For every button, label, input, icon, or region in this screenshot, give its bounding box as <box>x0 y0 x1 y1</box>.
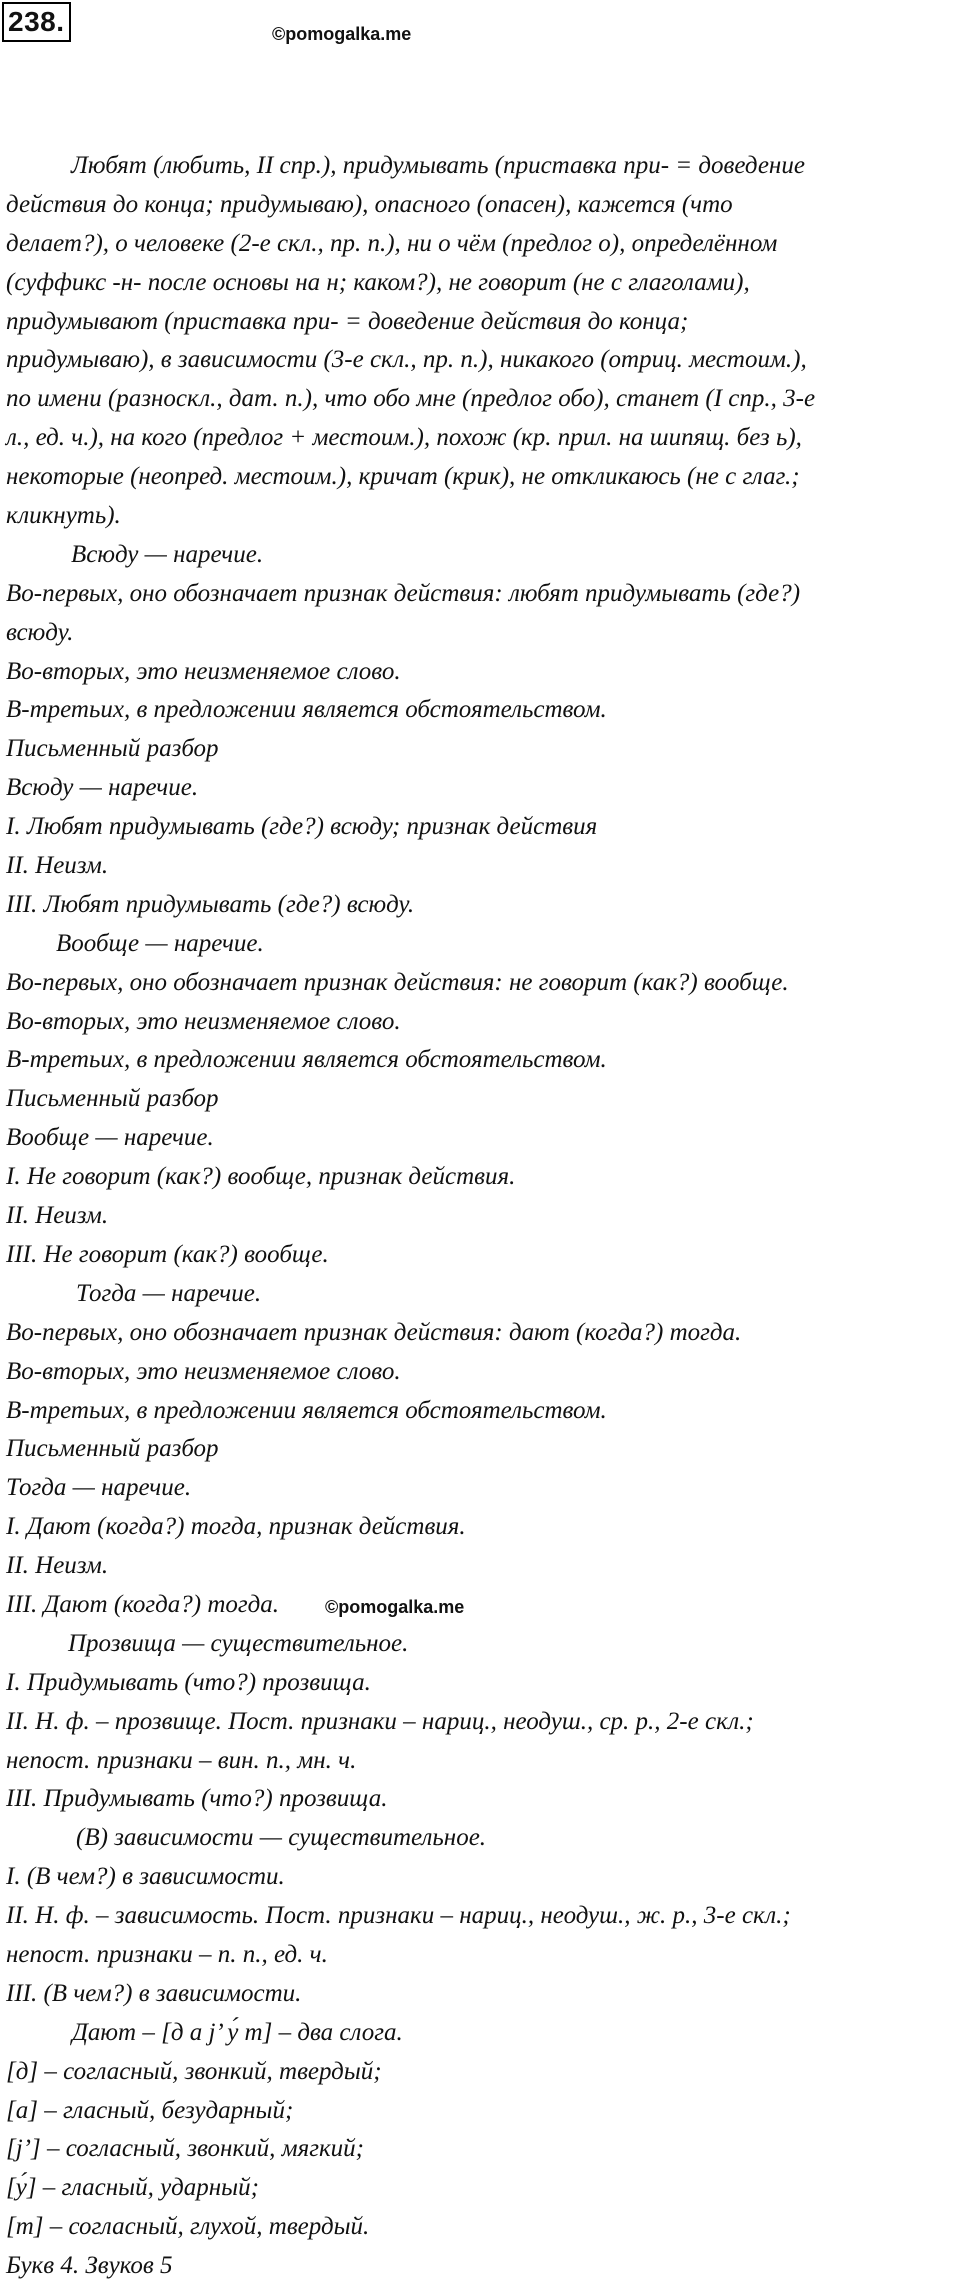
text-line: непост. признаки – п. п., ед. ч. <box>6 1940 328 1968</box>
text-line: всюду. <box>6 618 74 646</box>
text-line: Письменный разбор <box>6 1435 219 1463</box>
text-line: В-третьих, в предложении является обстоятельством. <box>6 696 607 724</box>
text-line: Тогда — наречие. <box>6 1474 192 1502</box>
text-line: Во-первых, оно обозначает признак действия: дают (когда?) тогда. <box>6 1318 742 1346</box>
text-line: Во-вторых, это неизменяемое слово. <box>6 1357 401 1385</box>
text-line: I. Любят придумывать (где?) всюду; признак действия <box>6 813 598 841</box>
text-line: [д] – согласный, звонкий, твердый; <box>6 2057 382 2085</box>
text-line: (В) зависимости — существительное. <box>76 1824 487 1852</box>
text-line: л., ед. ч.), на кого (предлог + местоим.), похож (кр. прил. на шипящ. без ь), <box>6 424 802 452</box>
text-line: Букв 4. Звуков 5 <box>6 2252 173 2280</box>
text-line: В-третьих, в предложении является обстоятельством. <box>6 1046 607 1074</box>
text-line: II. Неизм. <box>6 1202 109 1230</box>
text-line: [т] – согласный, глухой, твердый. <box>6 2213 370 2241</box>
text-body <box>6 147 951 2286</box>
text-line: [у́] – гласный, ударный; <box>6 2174 259 2202</box>
text-line: непост. признаки – вин. п., мн. ч. <box>6 1746 357 1774</box>
text-line: (суффикс -н- после основы на н; каком?), не говорит (не с глаголами), <box>6 268 750 296</box>
text-line: Во-вторых, это неизменяемое слово. <box>6 1007 401 1035</box>
text-line: кликнуть). <box>6 502 121 530</box>
text-line: [а] – гласный, безударный; <box>6 2096 294 2124</box>
text-line: I. Дают (когда?) тогда, признак действия. <box>6 1513 466 1541</box>
text-line: II. Неизм. <box>6 852 109 880</box>
text-line: Вообще — наречие. <box>56 929 264 957</box>
text-line: Вообще — наречие. <box>6 1124 214 1152</box>
text-line: III. (В чем?) в зависимости. <box>6 1979 302 2007</box>
text-line: Во-первых, оно обозначает признак действия: не говорит (как?) вообще. <box>6 968 789 996</box>
text-line: Письменный разбор <box>6 735 219 763</box>
text-line: III. Дают (когда?) тогда. <box>6 1590 280 1618</box>
text-line: [j’] – согласный, звонкий, мягкий; <box>6 2135 364 2163</box>
text-line: III. Любят придумывать (где?) всюду. <box>6 890 415 918</box>
text-line: Всюду — наречие. <box>71 540 264 568</box>
text-line: I. Не говорит (как?) вообще, признак действия. <box>6 1163 516 1191</box>
text-line: III. Придумывать (что?) прозвища. <box>6 1785 388 1813</box>
exercise-number: 238. <box>2 2 71 42</box>
text-line: Прозвища — существительное. <box>68 1629 409 1657</box>
text-line: Любят (любить, II спр.), придумывать (приставка при- = доведение <box>71 152 805 179</box>
text-line: Во-первых, оно обозначает признак действия: любят придумывать (где?) <box>6 579 801 607</box>
text-line: I. Придумывать (что?) прозвища. <box>6 1668 371 1696</box>
text-line: I. (В чем?) в зависимости. <box>6 1863 285 1891</box>
text-line: делает?), о человеке (2-е скл., пр. п.), ни о чём (предлог о), определённом <box>6 229 778 257</box>
text-line: по имени (разноскл., дат. п.), что обо мне (предлог обо), станет (I спр., 3-е <box>6 385 816 413</box>
watermark-middle: ©pomogalka.me <box>325 1597 465 1617</box>
text-line: Всюду — наречие. <box>6 774 199 802</box>
watermark-top: ©pomogalka.me <box>272 24 412 44</box>
text-line: II. Н. ф. – зависимость. Пост. признаки – нариц., неодуш., ж. р., 3-е скл.; <box>6 1902 791 1930</box>
text-line: действия до конца; придумываю), опасного (опасен), кажется (что <box>6 190 733 218</box>
text-line: некоторые (неопред. местоим.), кричат (крик), не откликаюсь (не с глаг.; <box>6 463 800 491</box>
text-line: В-третьих, в предложении является обстоятельством. <box>6 1396 607 1424</box>
text-line: Дают – [д а j’ у́ т] – два слога. <box>72 2018 403 2046</box>
text-line: придумывают (приставка при- = доведение действия до конца; <box>6 307 689 335</box>
text-line: придумываю), в зависимости (3-е скл., пр. п.), никакого (отриц. местоим.), <box>6 346 807 374</box>
text-line: II. Неизм. <box>6 1552 109 1580</box>
text-line: Во-вторых, это неизменяемое слово. <box>6 657 401 685</box>
text-line: III. Не говорит (как?) вообще. <box>6 1240 329 1268</box>
text-line: Письменный разбор <box>6 1085 219 1113</box>
text-line: Тогда — наречие. <box>76 1279 262 1307</box>
text-line: II. Н. ф. – прозвище. Пост. признаки – нариц., неодуш., ср. р., 2-е скл.; <box>6 1707 754 1735</box>
